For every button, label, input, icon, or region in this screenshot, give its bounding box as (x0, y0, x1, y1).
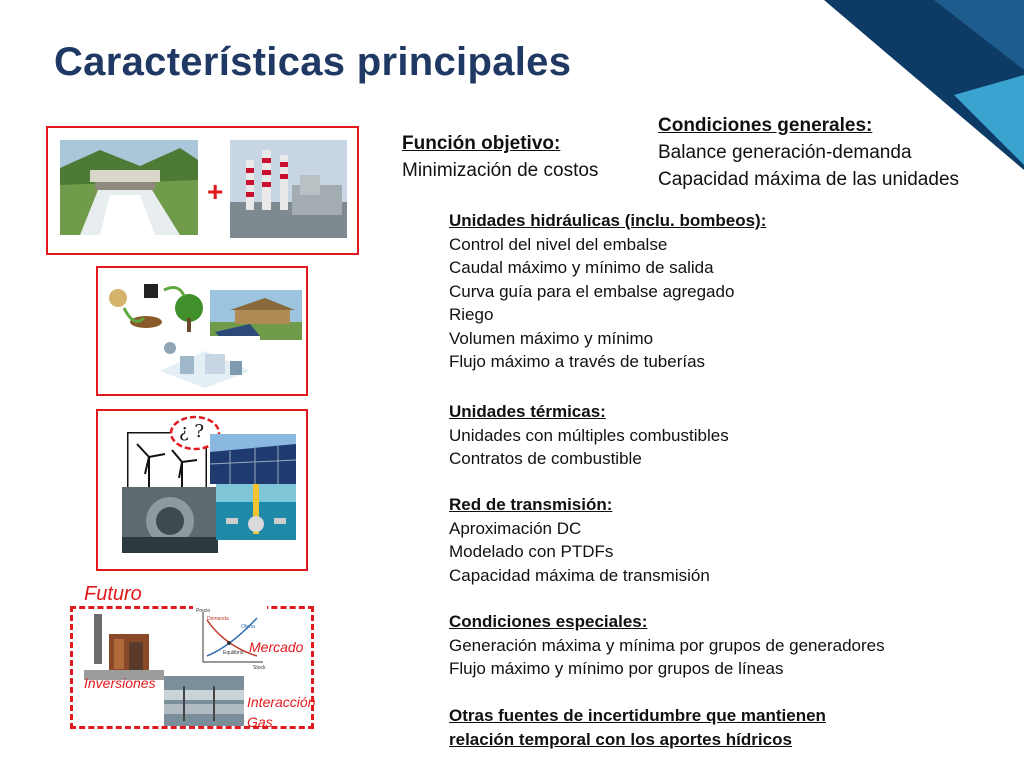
funcion-objetivo-heading: Función objetivo: (402, 133, 561, 154)
section-heading-line: Otras fuentes de incertidumbre que mantienen (449, 706, 826, 725)
section-item: Curva guía para el embalse agregado (449, 281, 735, 301)
section-item: Capacidad máxima de transmisión (449, 565, 710, 585)
question-text: ¿ ? (179, 421, 205, 442)
section-item: Modelado con PTDFs (449, 542, 614, 561)
section-otras-fuentes (449, 704, 826, 751)
dam-photo (60, 140, 198, 235)
chart-label-demanda: Demanda (207, 616, 229, 622)
solar-panels-photo (210, 434, 296, 484)
funcion-objetivo-text: Minimización de costos (402, 160, 599, 181)
section-item: Generación máxima y mínima por grupos de generadores (449, 635, 885, 655)
chart-label-oferta: Oferta (241, 624, 255, 630)
chart-label-precio: Precio (196, 608, 211, 614)
chart-label-stock: Stock (253, 665, 266, 670)
section-item: Contratos de combustible (449, 449, 642, 468)
section-item: Volumen máximo y mínimo (449, 328, 654, 348)
condiciones-generales-item: Balance generación-demanda (658, 142, 912, 163)
section-item: Riego (449, 305, 494, 324)
section-heading: Red de transmisión: (449, 495, 613, 514)
tidal-energy-photo (216, 484, 296, 540)
funcion-objetivo-block (402, 130, 598, 184)
condiciones-generales-item: Capacidad máxima de las unidades (658, 169, 960, 190)
biomass-diagram (104, 278, 208, 333)
section-hidraulicas (449, 209, 766, 374)
plus-sign: + (207, 176, 224, 207)
market-supply-demand-chart (193, 606, 267, 670)
turbine-machinery-photo (122, 487, 218, 553)
condiciones-generales-block (658, 112, 959, 193)
section-item: Caudal máximo y mínimo de salida (449, 258, 714, 277)
section-heading-line: relación temporal con los aportes hídricos (449, 729, 792, 749)
section-transmision (449, 493, 710, 587)
section-item: Aproximación DC (449, 518, 582, 538)
section-termicas (449, 400, 729, 471)
futuro-label: Futuro (84, 583, 142, 605)
section-heading: Condiciones especiales: (449, 612, 648, 631)
plant-3d-diagram (150, 336, 260, 391)
chart-label-equilibrio: Equilibrio (223, 650, 244, 656)
section-especiales (449, 610, 885, 681)
section-heading: Unidades térmicas: (449, 402, 606, 421)
solar-hut-photo (210, 290, 302, 340)
page-title: Características principales (54, 40, 572, 84)
inversiones-label: Inversiones (84, 675, 156, 691)
thermal-plant-photo (230, 140, 347, 238)
section-item: Flujo máximo y mínimo por grupos de líneas (449, 659, 784, 678)
section-item: Flujo máximo a través de tuberías (449, 352, 706, 371)
section-item: Unidades con múltiples combustibles (449, 425, 729, 445)
interaccion-label: Interacción (247, 694, 316, 710)
condiciones-generales-heading: Condiciones generales: (658, 115, 873, 136)
mercado-label: Mercado (249, 639, 304, 655)
gas-label: Gas (247, 714, 273, 730)
power-plant-investments-photo (84, 614, 164, 680)
gas-pipeline-photo (164, 676, 244, 726)
section-heading: Unidades hidráulicas (inclu. bombeos): (449, 211, 767, 230)
section-item: Control del nivel del embalse (449, 234, 668, 254)
